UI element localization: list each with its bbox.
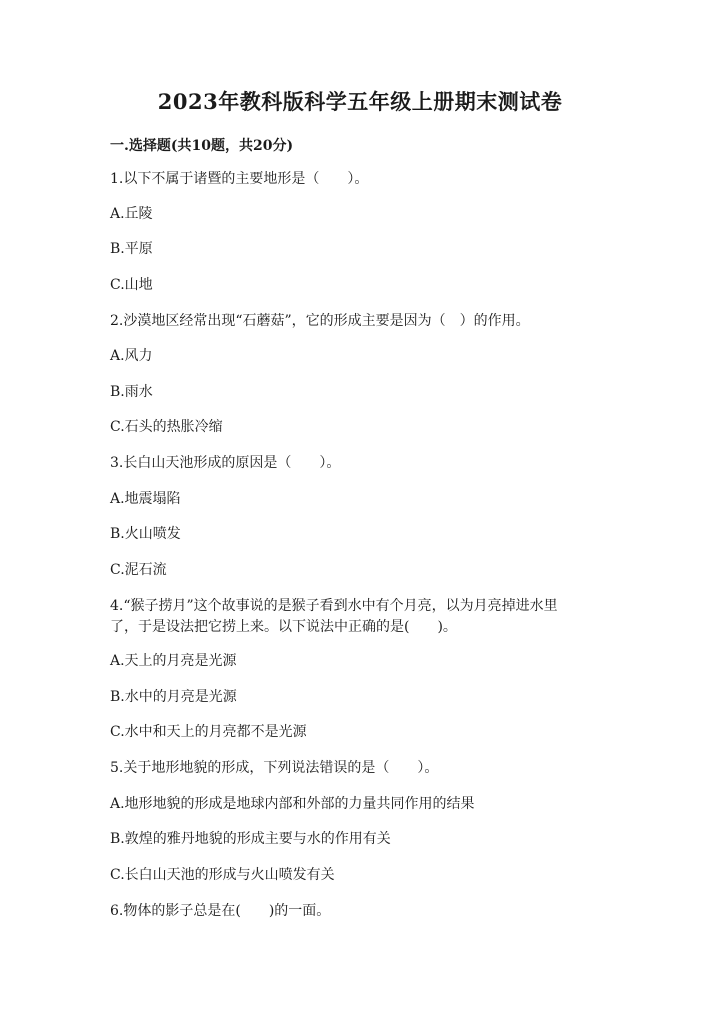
question-3-option-a[interactable]: A.地震塌陷 — [110, 491, 181, 507]
question-5-stem: 5.关于地形地貌的形成，下列说法错误的是（ ）。 — [110, 760, 439, 776]
question-3-option-c[interactable]: C.泥石流 — [110, 562, 167, 578]
question-1-stem: 1.以下不属于诸暨的主要地形是（ ）。 — [110, 171, 369, 187]
question-1-option-a[interactable]: A.丘陵 — [110, 206, 153, 222]
question-2-option-a[interactable]: A.风力 — [110, 348, 153, 364]
question-3-option-b[interactable]: B.火山喷发 — [110, 526, 181, 542]
question-5-option-c[interactable]: C.长白山天池的形成与火山喷发有关 — [110, 867, 335, 883]
question-6-stem: 6.物体的影子总是在( )的一面。 — [110, 903, 331, 919]
question-1-option-c[interactable]: C.山地 — [110, 277, 153, 293]
question-2-option-b[interactable]: B.雨水 — [110, 384, 153, 400]
question-4-option-c[interactable]: C.水中和天上的月亮都不是光源 — [110, 724, 307, 740]
section-heading: 一.选择题(共10题，共20分) — [110, 138, 294, 154]
question-4-stem-line-1: 4.“猴子捞月”这个故事说的是猴子看到水中有个月亮，以为月亮掉进水里 — [110, 598, 558, 614]
question-5-option-b[interactable]: B.敦煌的雅丹地貌的形成主要与水的作用有关 — [110, 831, 391, 847]
question-4-stem-line-2: 了，于是设法把它捞上来。以下说法中正确的是( )。 — [110, 619, 457, 635]
page-title: 2023年教科版科学五年级上册期末测试卷 — [157, 89, 563, 114]
question-2-stem: 2.沙漠地区经常出现“石蘑菇”，它的形成主要是因为（ ）的作用。 — [110, 313, 530, 329]
question-1-option-b[interactable]: B.平原 — [110, 241, 153, 257]
question-4-option-b[interactable]: B.水中的月亮是光源 — [110, 689, 237, 705]
question-3-stem: 3.长白山天池形成的原因是（ ）。 — [110, 455, 341, 471]
question-5-option-a[interactable]: A.地形地貌的形成是地球内部和外部的力量共同作用的结果 — [110, 796, 475, 812]
question-2-option-c[interactable]: C.石头的热胀冷缩 — [110, 419, 223, 435]
question-4-option-a[interactable]: A.天上的月亮是光源 — [110, 653, 237, 669]
